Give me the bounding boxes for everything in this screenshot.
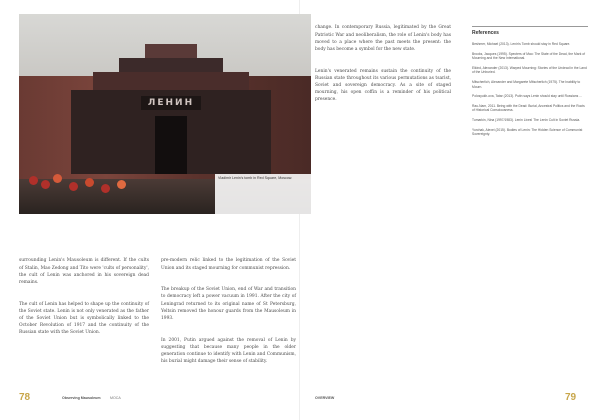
paragraph: change. In contemporary Russia, legitimated by the Great Patriotic War and neoliberalism, the role of Lenin's body has moved to a place where the past meets the present: the body has become a symbol for the new state. — [315, 25, 453, 53]
flower — [29, 176, 38, 185]
mausoleum-door — [155, 116, 187, 174]
reference-item: Polosyukh-ova, Tatar (2013). Putin says Lenin should stay until Russians ... — [472, 94, 582, 99]
mausoleum-tier-middle — [119, 58, 223, 72]
right-column-a — [315, 10, 451, 118]
mausoleum-building — [71, 44, 271, 174]
flower — [101, 184, 110, 193]
reference-item: Mitscherlich, Alexander and Margarete Mitscherlich (1975). The Inability to Mourn. — [472, 79, 581, 89]
photo-caption: Vladimir Lenin's tomb in Red Square, Moscow. — [215, 174, 311, 214]
reference-item: Rau-Nam, 2011. Being with the Dead: Burial, Ancestral Politics and the Roots of Historical Consciousness. — [472, 103, 585, 113]
flower — [69, 182, 78, 191]
paragraph: The cult of Lenin has helped to shape up the continuity of the Soviet state. Lenin is not only venerated as the father of the Soviet Union but is symbolically linked to the October Revolution of 1917 and the continuity of the Russian state with the Soviet Union. — [19, 301, 151, 336]
flower — [41, 180, 50, 189]
left-column-b — [161, 243, 296, 380]
flower — [117, 180, 126, 189]
references-heading: References — [472, 30, 499, 36]
references-rule — [472, 26, 588, 27]
reference-item: Tumarkin, Nina (1997/1983). Lenin Lives! The Lenin Cult in Soviet Russia. — [472, 117, 581, 122]
flower — [53, 174, 62, 183]
left-page-number: 78 — [19, 392, 31, 403]
paragraph: In 2001, Putin argued against the removal of Lenin by suggesting that because many people in the older generation continue to identify with Lenin and Communism, his burial might damage their sense of stability. — [161, 337, 298, 365]
mausoleum-tier-lower — [93, 72, 249, 90]
paragraph: surrounding Lenin's Mausoleum is different. If the cults of Stalin, Mao Zedong and Tito were 'cults of personality', the cult of Lenin was anchored in his sovereign dead remains. — [19, 258, 151, 286]
flower-wreaths — [25, 164, 145, 194]
references-list — [472, 42, 588, 142]
reference-item: Yurchak, Alexei (2015). Bodies of Lenin: The Hidden Science of Communist Sovereignty. — [472, 127, 583, 137]
right-running-title: OVERVIEW — [315, 396, 335, 400]
right-page-number: 79 — [565, 392, 577, 403]
reference-item: Beshmer, Michael (2013). Lenin's Tomb should stay in Red Square. — [472, 42, 571, 46]
mausoleum-tier-top — [145, 44, 197, 58]
left-running-issue: MOCA — [110, 396, 121, 400]
paragraph: The breakup of the Soviet Union, end of War and transition to democracy left a power vacuum in 1991. After the city of Leningrad returned to its original name of St Petersburg, Yeltsin removed the honour guards from the Mausoleum in 1993. — [161, 287, 298, 322]
left-running-title: Observing Mausoleum — [62, 396, 101, 400]
flower — [85, 178, 94, 187]
paragraph: pre-modern relic linked to the legitimation of the Soviet Union and its staged mourning for communist repression. — [161, 258, 298, 271]
reference-item: Brooks, Jacques (1995). Specters of Mao: The State of the Dead, the Mark of Mourning and the New International. — [472, 51, 586, 61]
mausoleum-photo — [19, 14, 311, 214]
paragraph: Lenin's venerated remains sustain the continuity of the Russian state throughout its various permutations as tsarist, Soviet and sovereign democracy. As a site of staged mourning, his open coffin is a reminder of his political presence. — [315, 68, 453, 103]
left-column-a — [19, 243, 149, 351]
reference-item: Elkind, Alexander (2013). Warped Mourning: Stories of the Undead in the Land of the Unburied. — [472, 65, 587, 75]
mausoleum-sign: ЛЕНИН — [141, 96, 201, 110]
